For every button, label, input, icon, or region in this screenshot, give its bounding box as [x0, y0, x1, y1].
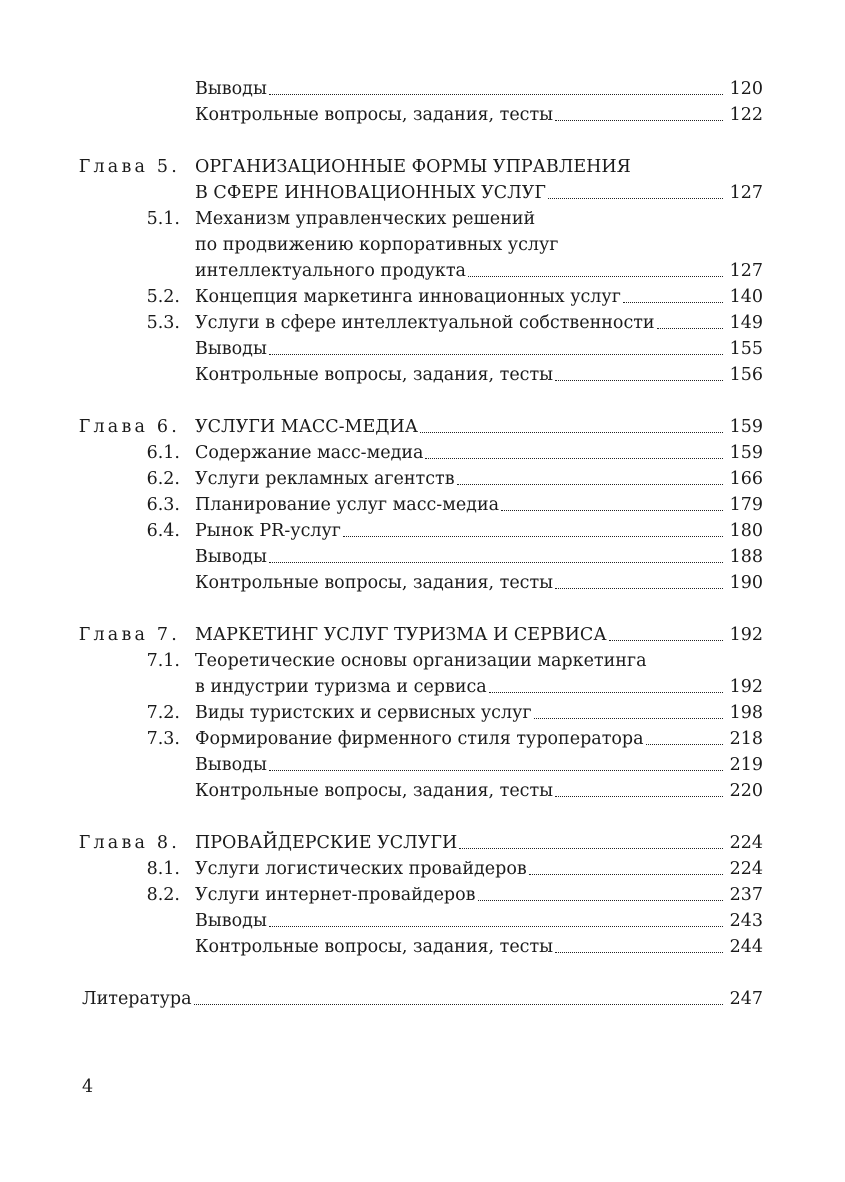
- toc-entry-body: [195, 778, 725, 804]
- toc-entry-body: [195, 492, 725, 518]
- toc-entry[interactable]: [0, 206, 845, 232]
- toc-entry-title: Теоретические основы организации маркетинга: [195, 651, 647, 671]
- toc-page-number: 218: [729, 729, 763, 749]
- chapter-number: Глава 8.: [78, 833, 180, 853]
- section-number: 5.2.: [146, 287, 180, 307]
- toc-entry-title: Контрольные вопросы, задания, тесты: [195, 573, 554, 593]
- dot-leader: [489, 692, 723, 693]
- toc-entry-title: В СФЕРЕ ИННОВАЦИОННЫХ УСЛУГ: [195, 183, 546, 203]
- dot-leader: [534, 718, 723, 719]
- toc-entry[interactable]: [0, 310, 845, 336]
- toc-entry-body: [195, 154, 763, 180]
- dot-leader: [459, 848, 723, 849]
- toc-entry-title: Контрольные вопросы, задания, тесты: [195, 365, 554, 385]
- dot-leader: [529, 874, 723, 875]
- toc-entry[interactable]: [0, 570, 845, 596]
- toc-page-number: 237: [729, 885, 763, 905]
- dot-leader: [555, 796, 723, 797]
- toc-entry-title: Услуги интернет-провайдеров: [195, 885, 476, 905]
- toc-entry[interactable]: [0, 726, 845, 752]
- toc-page-number: 190: [729, 573, 763, 593]
- toc-entry[interactable]: [0, 336, 845, 362]
- toc-page-number: 192: [729, 625, 763, 645]
- toc-page-number: 156: [729, 365, 763, 385]
- dot-leader: [609, 640, 723, 641]
- toc-entry-body: [195, 414, 725, 440]
- toc-entry-body: [195, 466, 725, 492]
- toc-entry[interactable]: [0, 466, 845, 492]
- toc-page-number: 243: [729, 911, 763, 931]
- toc-entry[interactable]: [0, 648, 845, 674]
- toc-entry-body: [195, 232, 763, 258]
- toc-entry[interactable]: [0, 622, 845, 648]
- toc-entry[interactable]: [0, 284, 845, 310]
- toc-page-number: 155: [729, 339, 763, 359]
- toc-entry[interactable]: [0, 440, 845, 466]
- dot-leader: [425, 458, 723, 459]
- toc-entry-title: Контрольные вопросы, задания, тесты: [195, 105, 554, 125]
- toc-entry-title: Рынок PR-услуг: [195, 521, 341, 541]
- toc-entry-body: [195, 180, 725, 206]
- toc-entry[interactable]: [0, 908, 845, 934]
- toc-entry[interactable]: [0, 492, 845, 518]
- toc-entry-body: [195, 206, 763, 232]
- dot-leader: [457, 484, 723, 485]
- toc-entry[interactable]: [0, 986, 845, 1012]
- toc-entry-title: в индустрии туризма и сервиса: [195, 677, 487, 697]
- section-number: 8.2.: [146, 885, 180, 905]
- chapter-title: МАРКЕТИНГ УСЛУГ ТУРИЗМА И СЕРВИСА: [195, 625, 607, 645]
- toc-entry-body: [195, 726, 725, 752]
- toc-entry[interactable]: [0, 674, 845, 700]
- toc-entry-body: [195, 622, 725, 648]
- toc-entry[interactable]: [0, 934, 845, 960]
- toc-entry-body: [195, 518, 725, 544]
- section-number: 5.1.: [146, 209, 180, 229]
- toc-page-number: 140: [729, 287, 763, 307]
- dot-leader: [555, 588, 723, 589]
- toc-entry[interactable]: [0, 882, 845, 908]
- section-number: 6.3.: [146, 495, 180, 515]
- toc-entry-body: [195, 258, 725, 284]
- toc-entry-title: Выводы: [195, 79, 267, 99]
- toc-entry-body: [195, 700, 725, 726]
- toc-entry[interactable]: [0, 180, 845, 206]
- toc-entry-title: Услуги рекламных агентств: [195, 469, 455, 489]
- toc-entry-title: Литература: [82, 989, 192, 1009]
- toc-entry-title: Контрольные вопросы, задания, тесты: [195, 937, 554, 957]
- toc-page-number: 219: [729, 755, 763, 775]
- dot-leader: [555, 952, 723, 953]
- toc-page-number: 224: [729, 833, 763, 853]
- dot-leader: [555, 380, 723, 381]
- toc-entry-title: Услуги в сфере интеллектуальной собственности: [195, 313, 655, 333]
- toc-entry[interactable]: [0, 102, 845, 128]
- section-number: 6.4.: [146, 521, 180, 541]
- toc-entry[interactable]: [0, 544, 845, 570]
- dot-leader: [269, 94, 723, 95]
- dot-leader: [657, 328, 723, 329]
- toc-entry-body: [195, 76, 725, 102]
- toc-entry[interactable]: [0, 258, 845, 284]
- section-number: 7.2.: [146, 703, 180, 723]
- toc-entry[interactable]: [0, 232, 845, 258]
- toc-page-number: 224: [729, 859, 763, 879]
- toc-page-number: 159: [729, 443, 763, 463]
- dot-leader: [646, 744, 723, 745]
- toc-entry[interactable]: [0, 778, 845, 804]
- toc-page-number: 192: [729, 677, 763, 697]
- section-number: 7.3.: [146, 729, 180, 749]
- toc-entry-title: Выводы: [195, 547, 267, 567]
- toc-page-number: 179: [729, 495, 763, 515]
- toc-page-number: 247: [729, 989, 763, 1009]
- toc-entry-body: [195, 674, 725, 700]
- toc-page-number: 188: [729, 547, 763, 567]
- toc-entry-body: [195, 752, 725, 778]
- toc-entry[interactable]: [0, 414, 845, 440]
- toc-page-number: 220: [729, 781, 763, 801]
- dot-leader: [555, 120, 723, 121]
- chapter-number: Глава 5.: [78, 157, 180, 177]
- toc-entry-title: Виды туристских и сервисных услуг: [195, 703, 532, 723]
- chapter-title: ОРГАНИЗАЦИОННЫЕ ФОРМЫ УПРАВЛЕНИЯ: [195, 157, 631, 177]
- toc-entry-title: Содержание масс-медиа: [195, 443, 424, 463]
- page-number: 4: [82, 1077, 94, 1097]
- toc-page-number: 127: [729, 261, 763, 281]
- dot-leader: [269, 354, 723, 355]
- toc-entry-body: [195, 440, 725, 466]
- toc-entry-body: [195, 908, 725, 934]
- toc-entry-title: Выводы: [195, 755, 267, 775]
- toc-entry-body: [195, 934, 725, 960]
- toc-page-number: 149: [729, 313, 763, 333]
- dot-leader: [478, 900, 723, 901]
- dot-leader: [269, 926, 723, 927]
- toc-entry-title: Механизм управленческих решений: [195, 209, 536, 229]
- toc-entry-title: Концепция маркетинга инновационных услуг: [195, 287, 621, 307]
- toc-entry-body: [195, 362, 725, 388]
- toc-entry[interactable]: [0, 752, 845, 778]
- toc-page-number: 120: [729, 79, 763, 99]
- toc-entry-body: [195, 284, 725, 310]
- toc-entry-title: Выводы: [195, 911, 267, 931]
- toc-entry[interactable]: [0, 700, 845, 726]
- dot-leader: [468, 276, 723, 277]
- toc-entry-title: Выводы: [195, 339, 267, 359]
- chapter-title: УСЛУГИ МАСС-МЕДИА: [195, 417, 418, 437]
- toc-entry-body: [195, 102, 725, 128]
- dot-leader: [623, 302, 723, 303]
- dot-leader: [501, 510, 723, 511]
- section-number: 6.2.: [146, 469, 180, 489]
- toc-entry-body: [195, 882, 725, 908]
- toc-entry-title: по продвижению корпоративных услуг: [195, 235, 559, 255]
- toc-entry[interactable]: [0, 76, 845, 102]
- toc-entry-body: [195, 310, 725, 336]
- toc-entry-title: Контрольные вопросы, задания, тесты: [195, 781, 554, 801]
- toc-page-number: 127: [729, 183, 763, 203]
- dot-leader: [420, 432, 723, 433]
- toc-entry[interactable]: [0, 154, 845, 180]
- toc-entry-title: Планирование услуг масс-медиа: [195, 495, 500, 515]
- dot-leader: [343, 536, 723, 537]
- toc-entry-body: [195, 856, 725, 882]
- toc-entry-body: [195, 336, 725, 362]
- section-number: 5.3.: [146, 313, 180, 333]
- toc-page-number: 122: [729, 105, 763, 125]
- dot-leader: [269, 562, 723, 563]
- section-number: 8.1.: [146, 859, 180, 879]
- dot-leader: [194, 1004, 723, 1005]
- chapter-title: ПРОВАЙДЕРСКИЕ УСЛУГИ: [195, 833, 458, 853]
- dot-leader: [548, 198, 723, 199]
- chapter-number: Глава 6.: [78, 417, 180, 437]
- toc-entry[interactable]: [0, 518, 845, 544]
- toc-page-number: 244: [729, 937, 763, 957]
- toc-page-number: 166: [729, 469, 763, 489]
- toc-entry[interactable]: [0, 362, 845, 388]
- dot-leader: [269, 770, 723, 771]
- toc-entry-body: [195, 570, 725, 596]
- section-number: 6.1.: [146, 443, 180, 463]
- toc-entry-body: [82, 986, 725, 1012]
- section-number: 7.1.: [146, 651, 180, 671]
- toc-entry-body: [195, 648, 763, 674]
- toc-entry-body: [195, 830, 725, 856]
- chapter-number: Глава 7.: [78, 625, 180, 645]
- toc-entry-title: Формирование фирменного стиля туроператора: [195, 729, 644, 749]
- toc-entry-body: [195, 544, 725, 570]
- toc-entry[interactable]: [0, 856, 845, 882]
- toc-entry-title: интеллектуального продукта: [195, 261, 466, 281]
- toc-page-number: 159: [729, 417, 763, 437]
- toc-page-number: 198: [729, 703, 763, 723]
- toc-entry[interactable]: [0, 830, 845, 856]
- toc-entry-title: Услуги логистических провайдеров: [195, 859, 527, 879]
- toc-page-number: 180: [729, 521, 763, 541]
